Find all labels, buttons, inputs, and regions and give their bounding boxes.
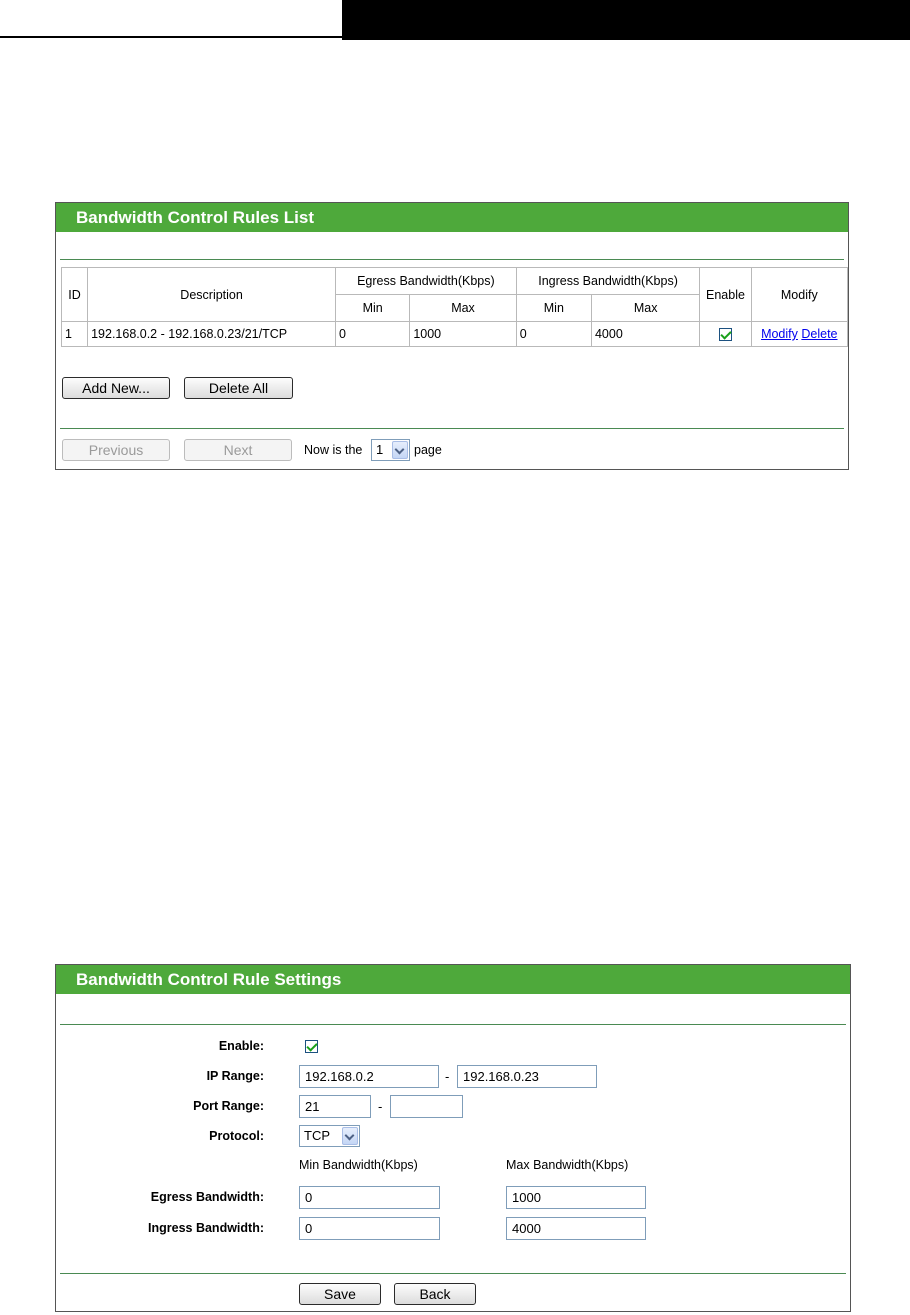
table-row	[62, 322, 848, 347]
egress-min-input[interactable]: 0	[299, 1186, 440, 1209]
rules-table	[61, 267, 848, 347]
protocol-select-value: TCP	[304, 1128, 330, 1143]
enable-checkbox[interactable]	[719, 328, 732, 341]
back-button[interactable]: Back	[394, 1283, 476, 1305]
modify-link[interactable]: Modify	[761, 327, 798, 341]
divider	[60, 428, 844, 429]
page-select[interactable]	[371, 439, 410, 461]
port-end-input[interactable]	[390, 1095, 463, 1118]
col-egress-min: Min	[336, 295, 410, 322]
col-ingress-min: Min	[516, 295, 591, 322]
col-egress: Egress Bandwidth(Kbps)	[336, 268, 517, 295]
col-egress-max: Max	[410, 295, 516, 322]
divider	[60, 1024, 846, 1025]
enable-label: Enable:	[218, 1039, 264, 1053]
page-select-value: 1	[376, 442, 384, 457]
col-id: ID	[62, 268, 88, 322]
cell-ingress-max: 4000	[591, 322, 699, 347]
col-description: Description	[88, 268, 336, 322]
cell-enable	[700, 322, 751, 347]
enable-checkbox[interactable]	[305, 1040, 318, 1053]
ip-end-input[interactable]: 192.168.0.23	[457, 1065, 597, 1088]
range-dash: -	[445, 1069, 450, 1084]
protocol-label: Protocol:	[209, 1129, 264, 1143]
cell-description: 192.168.0.2 - 192.168.0.23/21/TCP	[88, 322, 336, 347]
port-range-label: Port Range:	[193, 1099, 264, 1113]
add-new-button[interactable]: Add New...	[62, 377, 170, 399]
delete-all-button[interactable]: Delete All	[184, 377, 293, 399]
ingress-min-input[interactable]: 0	[299, 1217, 440, 1240]
min-bandwidth-header: Min Bandwidth(Kbps)	[299, 1158, 418, 1172]
egress-bandwidth-label: Egress Bandwidth:	[150, 1190, 264, 1204]
rules-list-title: Bandwidth Control Rules List	[56, 203, 848, 232]
range-dash: -	[378, 1099, 383, 1114]
ip-range-label: IP Range:	[206, 1069, 264, 1083]
ingress-bandwidth-label: Ingress Bandwidth:	[148, 1221, 264, 1235]
ip-start-input[interactable]: 192.168.0.2	[299, 1065, 439, 1088]
port-start-input[interactable]: 21	[299, 1095, 371, 1118]
divider	[60, 259, 844, 260]
egress-max-input[interactable]: 1000	[506, 1186, 646, 1209]
rule-settings-title: Bandwidth Control Rule Settings	[56, 965, 850, 994]
protocol-select[interactable]	[299, 1125, 360, 1147]
top-rule-left	[0, 0, 342, 38]
save-button[interactable]: Save	[299, 1283, 381, 1305]
cell-modify	[751, 322, 847, 347]
ingress-max-input[interactable]: 4000	[506, 1217, 646, 1240]
divider	[60, 1273, 846, 1274]
delete-link[interactable]: Delete	[801, 327, 838, 341]
next-button[interactable]: Next	[184, 439, 292, 461]
rules-list-panel	[55, 202, 849, 470]
previous-button[interactable]: Previous	[62, 439, 170, 461]
rule-settings-panel	[55, 964, 851, 1312]
cell-id: 1	[62, 322, 88, 347]
table-header-row	[62, 268, 848, 295]
cell-ingress-min: 0	[516, 322, 591, 347]
col-enable: Enable	[700, 268, 751, 322]
cell-egress-min: 0	[336, 322, 410, 347]
now-is-the-label: Now is the	[304, 443, 363, 457]
max-bandwidth-header: Max Bandwidth(Kbps)	[506, 1158, 629, 1172]
col-ingress-max: Max	[591, 295, 699, 322]
col-ingress: Ingress Bandwidth(Kbps)	[516, 268, 700, 295]
cell-egress-max: 1000	[410, 322, 516, 347]
chevron-down-icon	[392, 441, 408, 459]
col-modify: Modify	[751, 268, 847, 322]
page-label: page	[414, 443, 442, 457]
chevron-down-icon	[342, 1127, 358, 1145]
top-bar-black	[342, 0, 910, 40]
